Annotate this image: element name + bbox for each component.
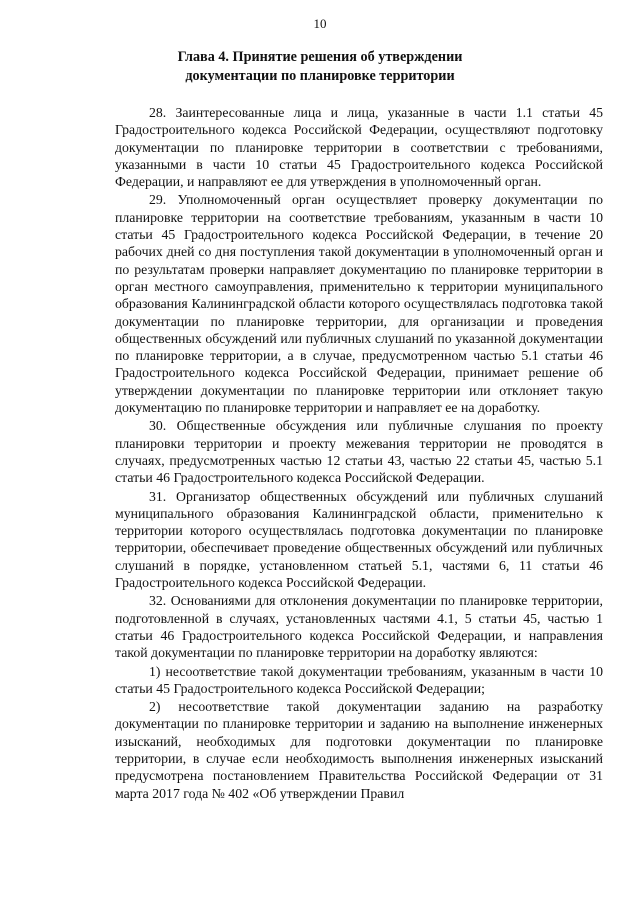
list-item-2: 2) несоответствие такой документации заданию на разработку документации по планировке территории и заданию на выполнение инженерных изысканий, необходимых для подготовки документации по планировке территории, в случае если необходимость выполнения инженерных изысканий предусмотрена постановлением Правительства Российской Федерации от 31 марта 2017 года № 402 «Об утверждении Правил xyxy=(115,699,603,801)
paragraph-32: 32. Основаниями для отклонения документации по планировке территории, подготовленной в случаях, установленных частями 4.1, 5 статьи 45, частью 1 статьи 46 Градостроительного кодекса Российской Федерации, и направления такой документации по планировке территории на доработку являются: xyxy=(115,593,603,661)
paragraph-30: 30. Общественные обсуждения или публичные слушания по проекту планировки территории и проекту межевания территории не проводятся в случаях, предусмотренных частью 12 статьи 43, частью 22 статьи 45, частью 5.1 статьи 46 Градостроительного кодекса Российской Федерации. xyxy=(115,418,603,486)
paragraph-28: 28. Заинтересованные лица и лица, указанные в части 1.1 статьи 45 Градостроительного кодекса Российской Федерации, осуществляют подготовку документации по планировке территории в соответствии с требованиями, указанными в части 10 статьи 45 Градостроительного кодекса Российской Федерации, и направляют ее для утверждения в уполномоченный орган. xyxy=(115,105,603,190)
chapter-title-line-1: Глава 4. Принятие решения об утверждении xyxy=(177,49,463,65)
document-body xyxy=(115,104,603,802)
page-number: 10 xyxy=(313,16,327,31)
list-item-1: 1) несоответствие такой документации требованиям, указанным в части 10 статьи 45 Градостроительного кодекса Российской Федерации; xyxy=(115,663,603,696)
chapter-title-line-2: документации по планировке территории xyxy=(185,68,455,84)
chapter-title xyxy=(100,48,540,86)
paragraph-29: 29. Уполномоченный орган осуществляет проверку документации по планировке территории на соответствие требованиям, указанным в части 10 статьи 45 Градостроительного кодекса Российской Федерации, в течение 20 рабочих дней со дня поступления такой документации в уполномоченный орган и по результатам проверки направляет документацию по планировке территории в орган местного самоуправления, применительно к территории муниципального образования Калининградской области которого осуществлялась подготовка такой документации по планировке территории, для организации и проведения общественных обсуждений или публичных слушаний по указанной документации по планировке территории, а в случае, предусмотренном частью 5.1 статьи 46 Градостроительного кодекса Российской Федерации, принимает решение об утверждении документации по планировке территории или отклоняет такую документацию по планировке территории и направляет ее на доработку. xyxy=(115,192,603,416)
paragraph-31: 31. Организатор общественных обсуждений или публичных слушаний муниципального образования Калининградской области, применительно к территории которого осуществлялась подготовка документации по планировке территории, обеспечивает проведение общественных обсуждений или публичных слушаний в порядке, установленном статьей 5.1, частями 6, 11 статьи 46 Градостроительного кодекса Российской Федерации. xyxy=(115,488,603,591)
